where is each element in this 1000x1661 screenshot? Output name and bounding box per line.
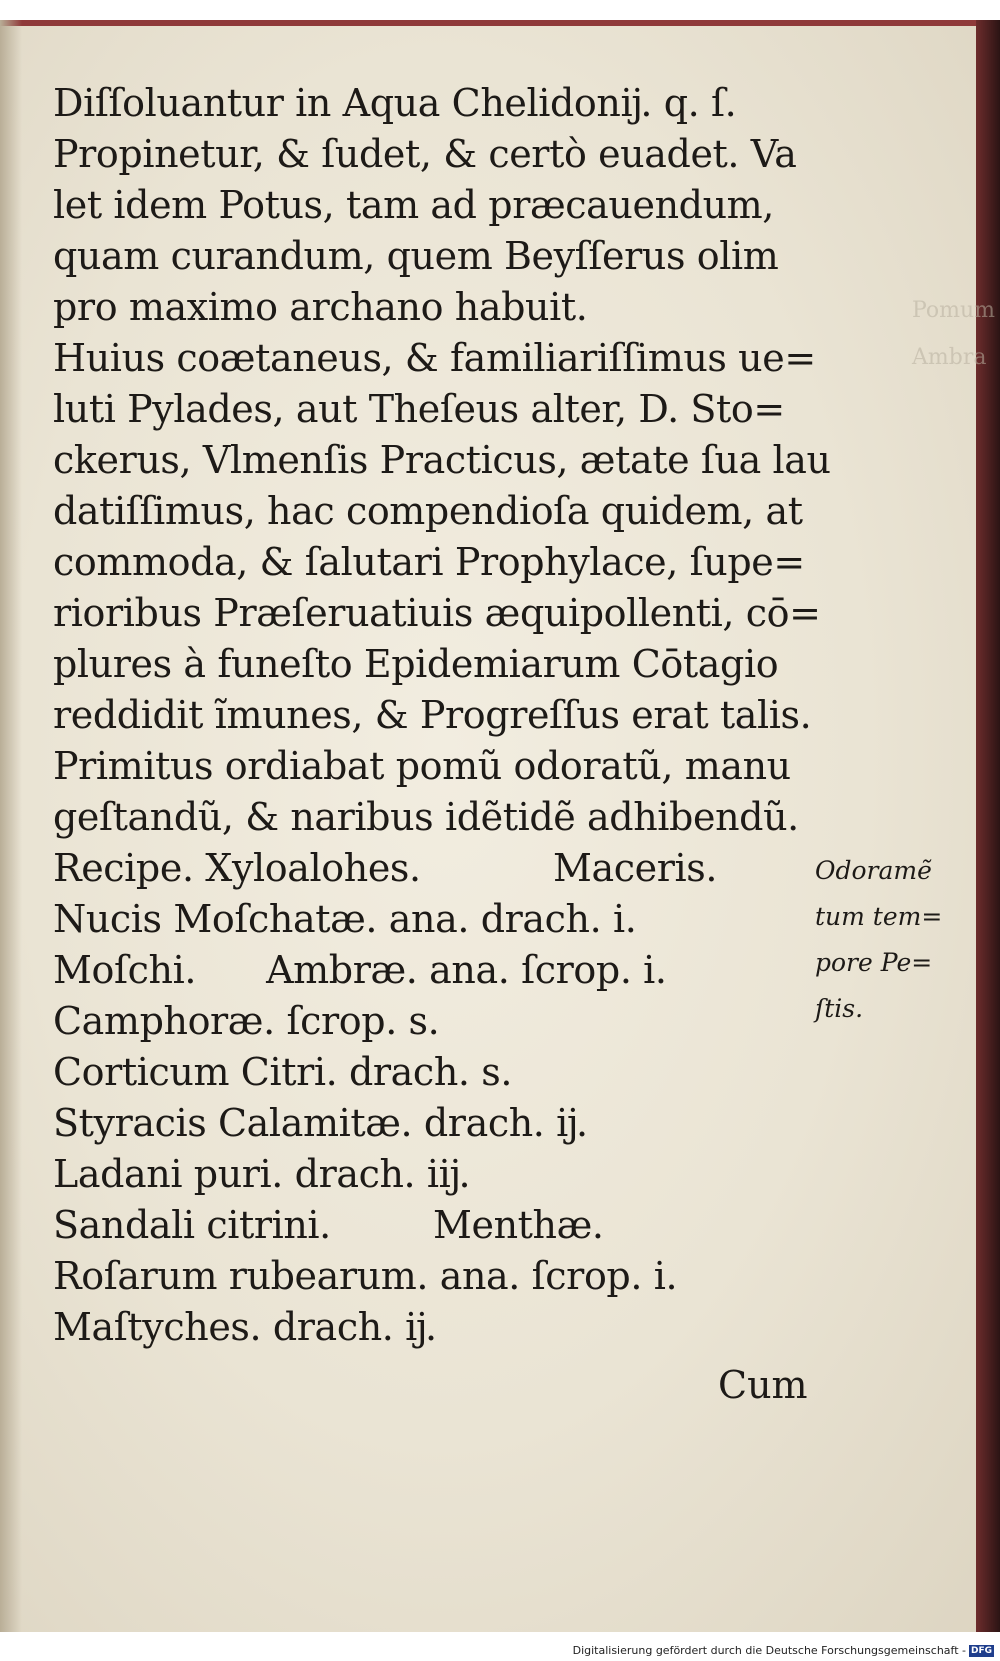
footer-text: Digitalisierung gefördert durch die Deutsche Forschungsgemeinschaft - [572, 1644, 966, 1657]
recipe-ingredient: Moſchi. Ambræ. ana. ſcrop. i. [53, 948, 667, 992]
text-line: Primitus ordiabat pomũ odoratũ, manu [53, 744, 791, 788]
recipe-ingredient: Sandali citrini. [53, 1203, 331, 1247]
bleed-through-text: Ambra [912, 345, 987, 370]
dfg-logo: DFG [970, 1645, 992, 1656]
recipe-line [53, 1251, 823, 1302]
recipe-ingredient: Corticum Citri. drach. s. [53, 1050, 513, 1094]
recipe-line [53, 1098, 823, 1149]
recipe-line [53, 843, 823, 894]
text-line: geſtandũ, & naribus idẽtidẽ adhibendũ. [53, 795, 799, 839]
text-line: ckerus, Vlmenſis Practicus, ætate ſua lau [53, 438, 831, 482]
recipe-line [53, 1302, 823, 1353]
text-line: datiſſimus, hac compendioſa quidem, at [53, 489, 803, 533]
text-line: plures à funeſto Epidemiarum Cōtagio [53, 642, 779, 686]
body-text [53, 78, 831, 1353]
recipe-ingredient: Maceris. [553, 846, 718, 890]
funding-footer [573, 1644, 994, 1657]
recipe-ingredient: Maſtyches. drach. ĳ. [53, 1305, 437, 1349]
recipe-line [53, 945, 823, 996]
text-line: Propinetur, & ſudet, & certò euadet. Va [53, 132, 797, 176]
recipe-line [53, 1149, 823, 1200]
recipe-ingredient: Nucis Moſchatæ. ana. drach. i. [53, 897, 637, 941]
recipe-line [53, 1047, 823, 1098]
recipe-line [53, 1200, 823, 1251]
text-line: Huius coætaneus, & familiariſſimus ue= [53, 336, 816, 380]
catchword: Cum [718, 1363, 808, 1407]
text-line: Diſſoluantur in Aqua Chelidonĳ. q. ſ. [53, 81, 737, 125]
text-line: luti Pylades, aut Theſeus alter, D. Sto= [53, 387, 785, 431]
text-line: pro maximo archano habuit. [53, 285, 588, 329]
page-edge [976, 20, 1000, 1632]
text-line: quam curandum, quem Beyſſerus olim [53, 234, 779, 278]
text-line: reddidit ĩmunes, & Progreſſus erat talis. [53, 693, 812, 737]
bleed-through-text: Pomum [912, 298, 996, 323]
text-line: rioribus Præſeruatiuis æquipollenti, cō= [53, 591, 821, 635]
recipe-ingredient: Menthæ. [433, 1203, 604, 1247]
margin-note-line: Odoramẽ [815, 856, 932, 885]
recipe-line [53, 894, 823, 945]
recipe-ingredient: Roſarum rubearum. ana. ſcrop. i. [53, 1254, 678, 1298]
text-line: commoda, & ſalutari Prophylace, ſupe= [53, 540, 805, 584]
margin-note-line: tum tem= [815, 902, 943, 931]
recipe-line [53, 996, 823, 1047]
recipe-ingredient: Recipe. Xyloalohes. [53, 846, 421, 890]
margin-note-line: pore Pe= [815, 948, 933, 977]
recipe-ingredient: Camphoræ. ſcrop. s. [53, 999, 440, 1043]
recipe-ingredient: Styracis Calamitæ. drach. ĳ. [53, 1101, 588, 1145]
recipe-ingredient: Ladani puri. drach. iĳ. [53, 1152, 471, 1196]
gutter-shadow [0, 20, 22, 1632]
text-line: let idem Potus, tam ad præcauendum, [53, 183, 774, 227]
margin-note-line: ſtis. [815, 994, 864, 1023]
margin-note [815, 848, 955, 1032]
